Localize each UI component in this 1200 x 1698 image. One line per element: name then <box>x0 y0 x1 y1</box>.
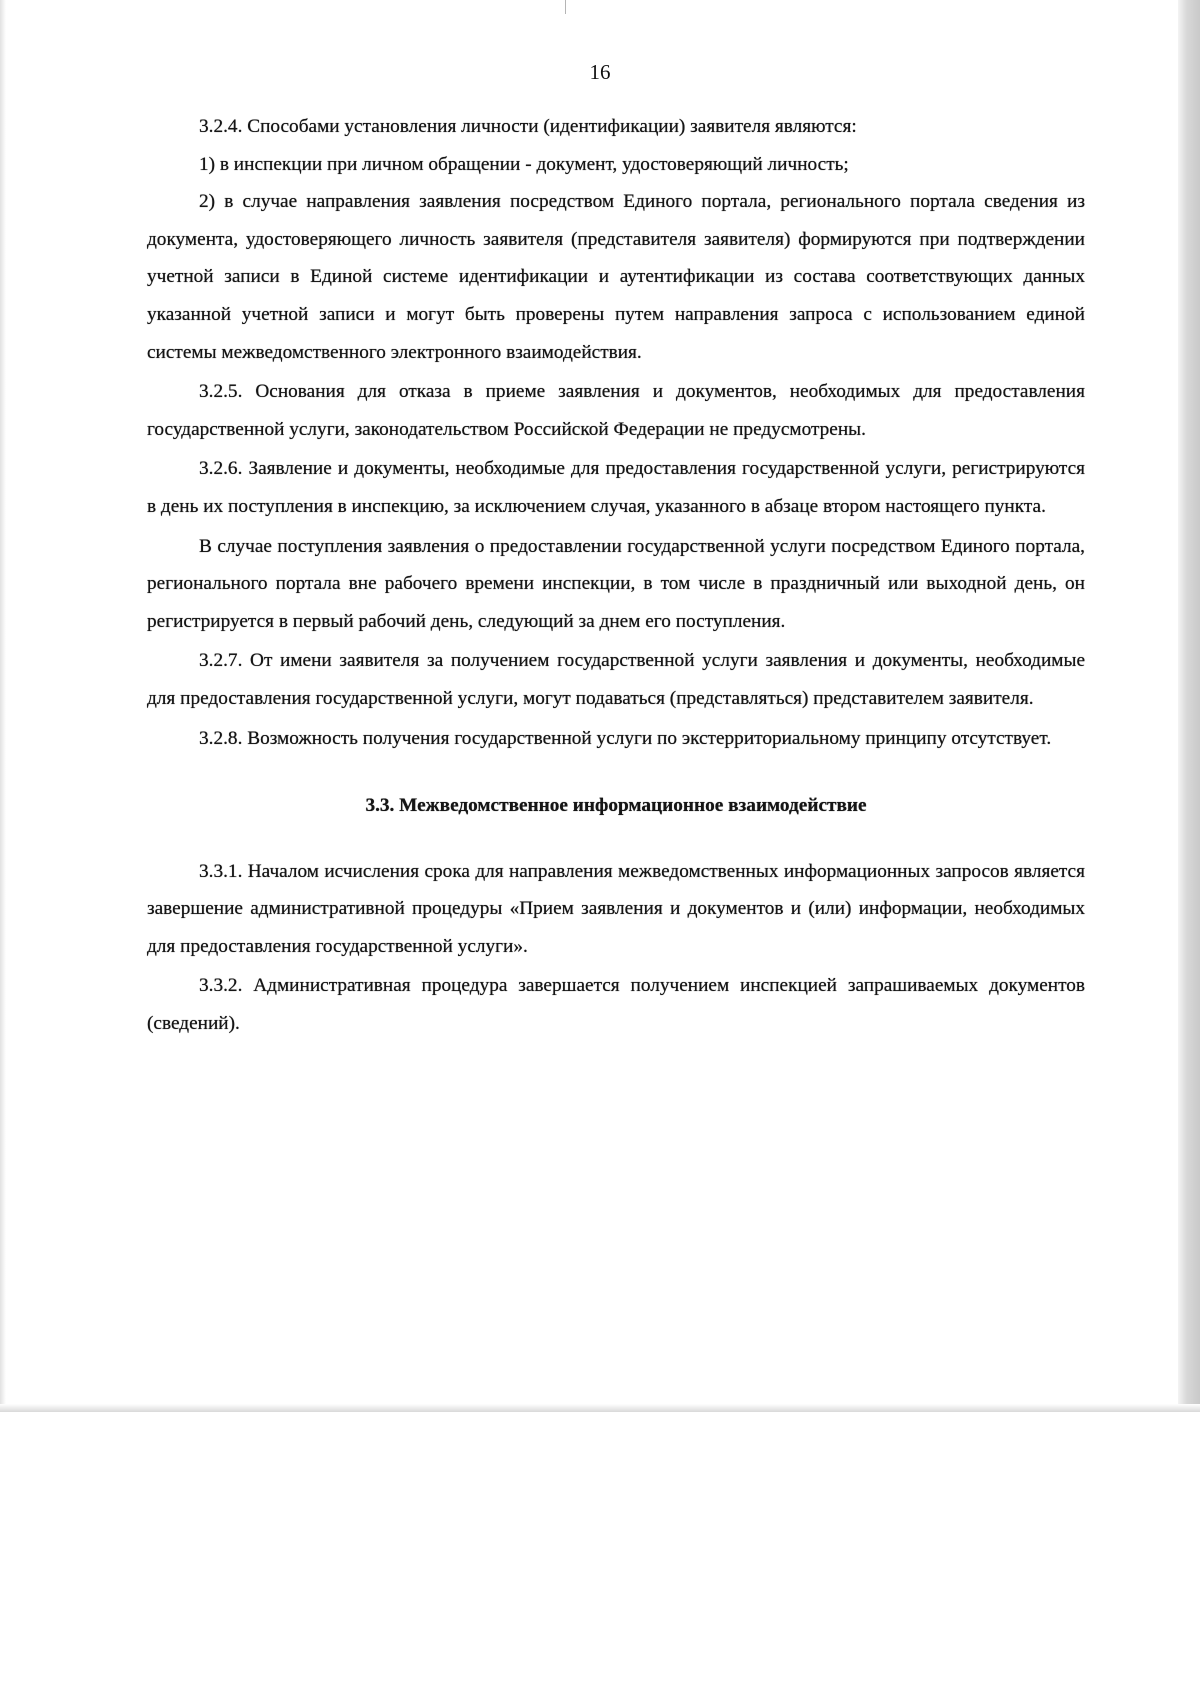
paragraph-3-2-4-item-2: 2) в случае направления заявления посредством Единого портала, регионального портала сведения из документа, удостоверяющего личность заявителя (представителя заявителя) формируются при подтверждении учетной записи в Единой системе идентификации и аутентификации из состава соответствующих данных указанной учетной записи и могут быть проверены путем направления запроса с использованием единой системы межведомственного электронного взаимодействия. <box>147 191 1085 363</box>
paragraph-3-2-5: 3.2.5. Основания для отказа в приеме заявления и документов, необходимых для предоставления государственной услуги, законодательством Российской Федерации не предусмотрены. <box>147 381 1085 440</box>
paragraph-3-2-6-part-2: В случае поступления заявления о предоставлении государственной услуги посредством Единого портала, регионального портала вне рабочего времени инспекции, в том числе в праздничный или выходной день, он регистрируется в первый рабочий день, следующий за днем его поступления. <box>147 535 1085 632</box>
paragraph-3-2-4: 3.2.4. Способами установления личности (идентификации) заявителя являются: <box>199 116 857 137</box>
scan-left-edge <box>0 0 6 1412</box>
paragraph-3-2-7: 3.2.7. От имени заявителя за получением государственной услуги заявления и документы, необходимые для предоставления государственной услуги, могут подаваться (представляться) представителем заявителя. <box>147 650 1085 709</box>
scan-top-mark <box>565 0 566 14</box>
scan-right-edge <box>1178 0 1200 1412</box>
paragraph-3-2-8: 3.2.8. Возможность получения государственной услуги по экстерриториальному принципу отсутствует. <box>199 727 1052 749</box>
paragraph-3-2-6: 3.2.6. Заявление и документы, необходимые для предоставления государственной услуги, регистрируются в день их поступления в инспекцию, за исключением случая, указанного в абзаце втором настоящего пункта. <box>147 458 1085 517</box>
paragraph-3-3-1: 3.3.1. Началом исчисления срока для направления межведомственных информационных запросов является завершение административной процедуры «Прием заявления и документов и (или) информации, необходимых для предоставления государственной услуги». <box>147 860 1085 957</box>
document-body <box>147 108 1085 1043</box>
paragraph-3-2-4-item-1: 1) в инспекции при личном обращении - документ, удостоверяющий личность; <box>199 153 849 175</box>
section-heading-3-3: 3.3. Межведомственное информационное взаимодействие <box>365 795 867 817</box>
paragraph-3-3-2: 3.3.2. Административная процедура завершается получением инспекцией запрашиваемых документов (сведений). <box>147 975 1085 1035</box>
page-number: 16 <box>589 60 611 84</box>
scan-bottom-edge <box>0 1404 1200 1412</box>
